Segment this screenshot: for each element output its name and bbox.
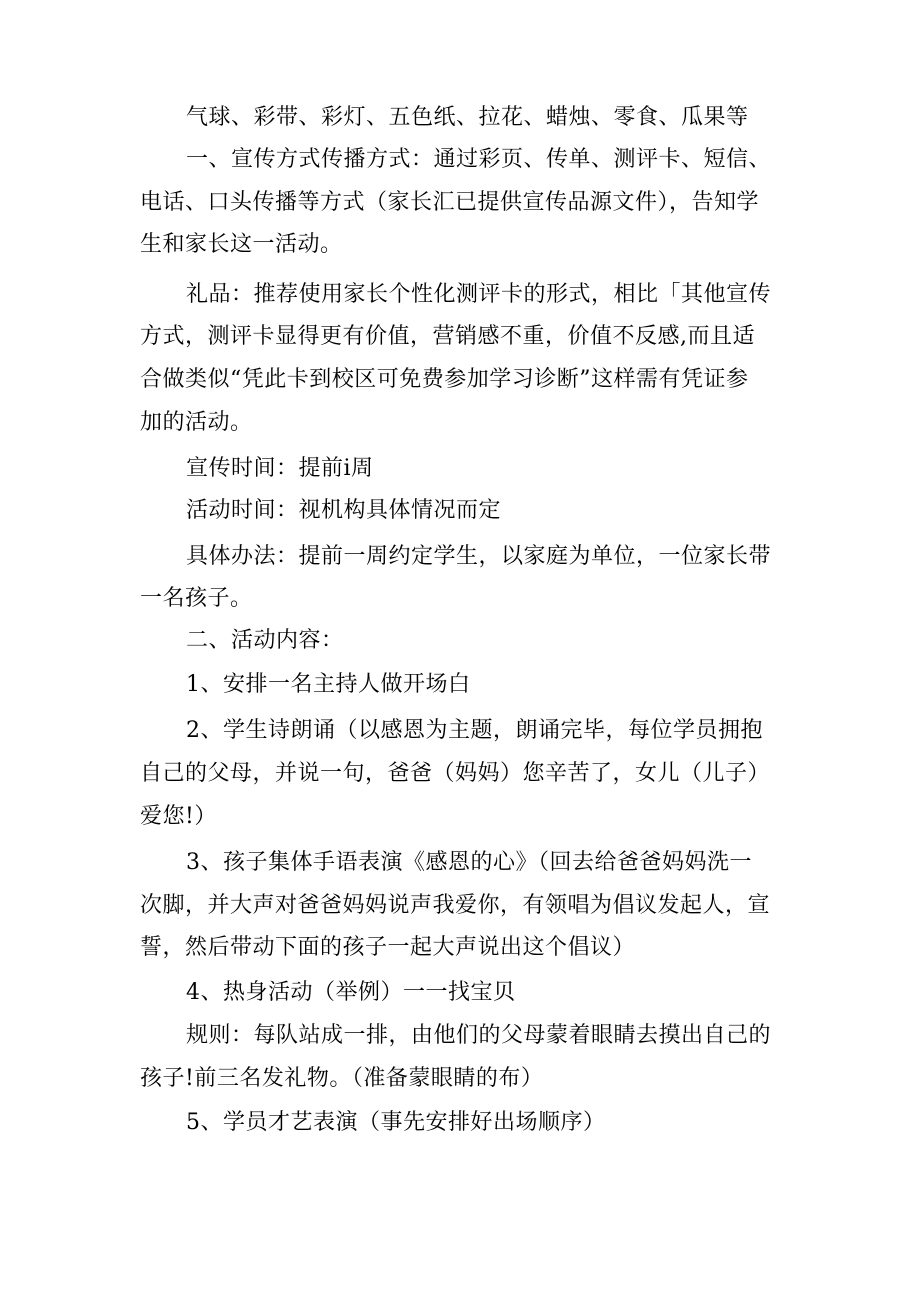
text-line: 规则：每队站成一排，由他们的父母蒙着眼睛去摸出自己的 [186,1023,772,1048]
text-line: 活动时间：视机构具体情况而定 [186,498,502,523]
text-line: 一名孩子。 [140,586,253,611]
text-line: 具体办法：提前一周约定学生，以家庭为单位，一位家长带 [186,544,772,569]
text-line: 一、宣传方式传播方式：通过彩页、传单、测评卡、短信、 [186,147,772,172]
text-line: 合做类似“凭此卡到校区可免费参加学习诊断”这样需有凭证参 [140,367,749,392]
text-line: 1、安排一名主持人做开场白 [186,672,471,697]
text-line: 3、孩子集体手语表演《感恩的心》（回去给爸爸妈妈洗一 [186,850,752,875]
text-line: 誓，然后带动下面的孩子一起大声说出这个倡议） [140,935,636,960]
text-line: 2、学生诗朗诵（以感恩为主题，朗诵完毕，每位学员拥抱 [186,718,763,743]
text-line: 生和家长这一活动。 [140,232,343,257]
text-line: 礼品：推荐使用家长个性化测评卡的形式，相比「其他宣传 [186,282,772,307]
text-line: 加的活动。 [140,410,253,435]
text-line: 孩子!前三名发礼物。（准备蒙眼睛的布） [140,1066,544,1091]
text-line: 电话、口头传播等方式（家长汇已提供宣传品源文件），告知学 [140,190,760,215]
text-line: 4、热身活动（举例）一一找宝贝 [186,980,516,1005]
text-line: 5、学员才艺表演（事先安排好出场顺序） [186,1110,606,1135]
text-line: 二、活动内容： [186,628,344,653]
text-line: 爱您!） [140,804,217,829]
text-line: 方式，测评卡显得更有价值，营销感不重，价值不反感,而且适 [140,324,755,349]
text-line: 气球、彩带、彩灯、五色纸、拉花、蜡烛、零食、瓜果等 [186,105,749,130]
text-line: 自己的父母，并说一句，爸爸（妈妈）您辛苦了，女儿（儿子） [140,761,771,786]
text-line: 宣传时间：提前i周 [186,456,374,481]
text-line: 次脚，并大声对爸爸妈妈说声我爱你，有领唱为倡议发起人，宣 [140,893,771,918]
